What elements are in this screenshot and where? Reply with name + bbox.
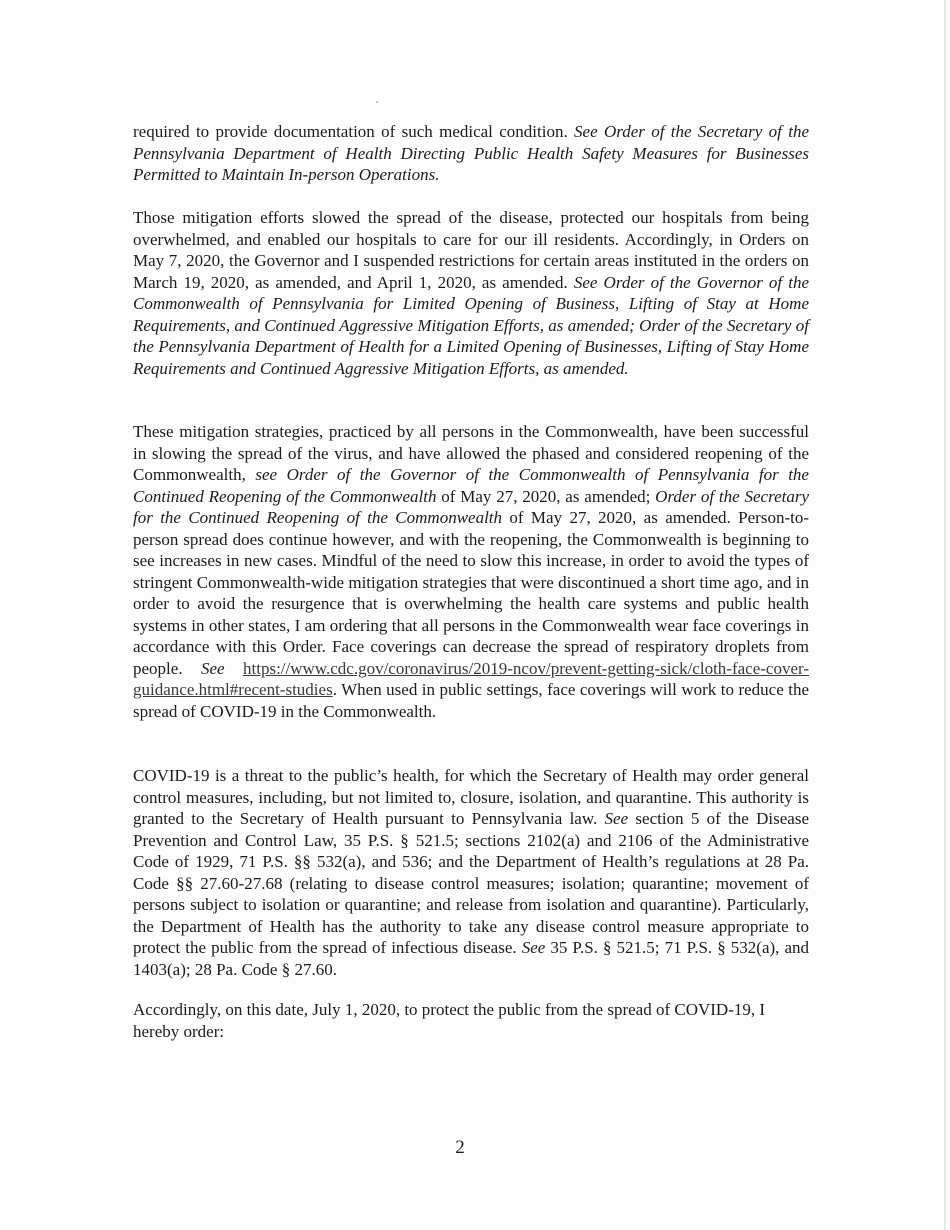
paragraph-4-text (133, 765, 809, 980)
body-text-run: Accordingly, on this date, July 1, 2020, to protect the public from the spread of COVID-19, I hereby order: (133, 1000, 766, 1041)
body-text-run (225, 659, 243, 678)
body-text-run: of May 27, 2020, as amended. Person-to-person spread does continue however, and with the reopening, the Commonwealth is beginning to see increases in new cases. Mindful of the need to slow this increase, in order to avoid the types of stringent Commonwealth-wide mitigation strategies that were discontinued a short time ago, and in order to avoid the resurgence that is overwhelming the health care systems and public health systems in other states, I am ordering that all persons in the Commonwealth wear face coverings in accordance with this Order. Face coverings can decrease the spread of respiratory droplets from people. (133, 508, 809, 678)
paragraph-3 (133, 421, 809, 722)
paragraph-2-text (133, 207, 809, 379)
body-text-run: Those mitigation efforts slowed the spread of the disease, protected our hospitals from being overwhelmed, and enabled our hospitals to care for our ill residents. Accordingly, in Orders on May 7, 2020, the Governor and I suspended restrictions for certain areas instituted in the orders on March 19, 2020, as amended, and April 1, 2020, as amended. (133, 208, 809, 292)
body-text-run: . When used in public settings, face coverings will work to reduce the spread of COVID-19 in the Commonwealth. (133, 680, 809, 721)
body-text-run: 35 P.S. § 521.5; 71 P.S. § 532(a), and 1403(a); 28 Pa. Code § 27.60. (133, 938, 809, 979)
paragraph-2 (133, 207, 809, 379)
paragraph-1-text (133, 121, 809, 186)
citation-italic: See (521, 938, 546, 957)
scan-speck (376, 101, 378, 103)
citation-italic: See Order of the Governor of the Commonwealth of Pennsylvania for Limited Opening of Business, Lifting of Stay at Home Requirements, and Continued Aggressive Mitigation Efforts, as amended; Order of the Secretary of the Pennsylvania Department of Health for a Limited Opening of Businesses, Lifting of Stay Home Requirements and Continued Aggressive Mitigation Efforts, as amended. (133, 272, 809, 378)
paragraph-5 (133, 999, 809, 1042)
page-number: 2 (455, 1137, 465, 1158)
citation-italic: See (604, 809, 629, 828)
paragraph-3-text (133, 421, 809, 722)
reference-link[interactable]: https://www.cdc.gov/coronavirus/2019-ncov/prevent-getting-sick/cloth-face-cover-guidance.html#recent-studies (133, 658, 809, 699)
body-text-run: of May 27, 2020, as amended; (436, 486, 656, 506)
body-text-run: required to provide documentation of such medical condition. (133, 122, 575, 141)
citation-italic: see Order of the Governor of the Commonwealth of Pennsylvania for the Continued Reopening of the Commonwealth (133, 465, 809, 506)
paragraph-1 (133, 121, 809, 186)
body-text-run: section 5 of the Disease Prevention and Control Law, 35 P.S. § 521.5; sections 2102(a) and 2106 of the Administrative Code of 1929, 71 P.S. §§ 532(a), and 536; and the Department of Health’s regulations at 28 Pa. Code §§ 27.60-27.68 (relating to disease control measures; isolation; quarantine; movement of persons subject to isolation or quarantine; and release from isolation and quarantine). Particularly, the Department of Health has the authority to take any disease control measure appropriate to protect the public from the spread of infectious disease. (133, 809, 809, 957)
paragraph-5-text (133, 999, 809, 1042)
citation-italic: See Order of the Secretary of the Pennsylvania Department of Health Directing Public Health Safety Measures for Businesses Permitted to Maintain In-person Operations. (133, 122, 809, 184)
citation-italic: See (201, 658, 225, 678)
body-text-run: These mitigation strategies, practiced by all persons in the Commonwealth, have been successful in slowing the spread of the virus, and have allowed the phased and considered reopening of the Commonwealth, (133, 422, 809, 484)
body-text-run: COVID-19 is a threat to the public’s health, for which the Secretary of Health may order general control measures, including, but not limited to, closure, isolation, and quarantine. This authority is granted to the Secretary of Health pursuant to Pennsylvania law. (133, 766, 809, 828)
citation-italic: Order of the Secretary for the Continued Reopening of the Commonwealth (133, 486, 810, 527)
paragraph-4 (133, 765, 809, 980)
scan-edge-shadow (944, 0, 946, 1230)
